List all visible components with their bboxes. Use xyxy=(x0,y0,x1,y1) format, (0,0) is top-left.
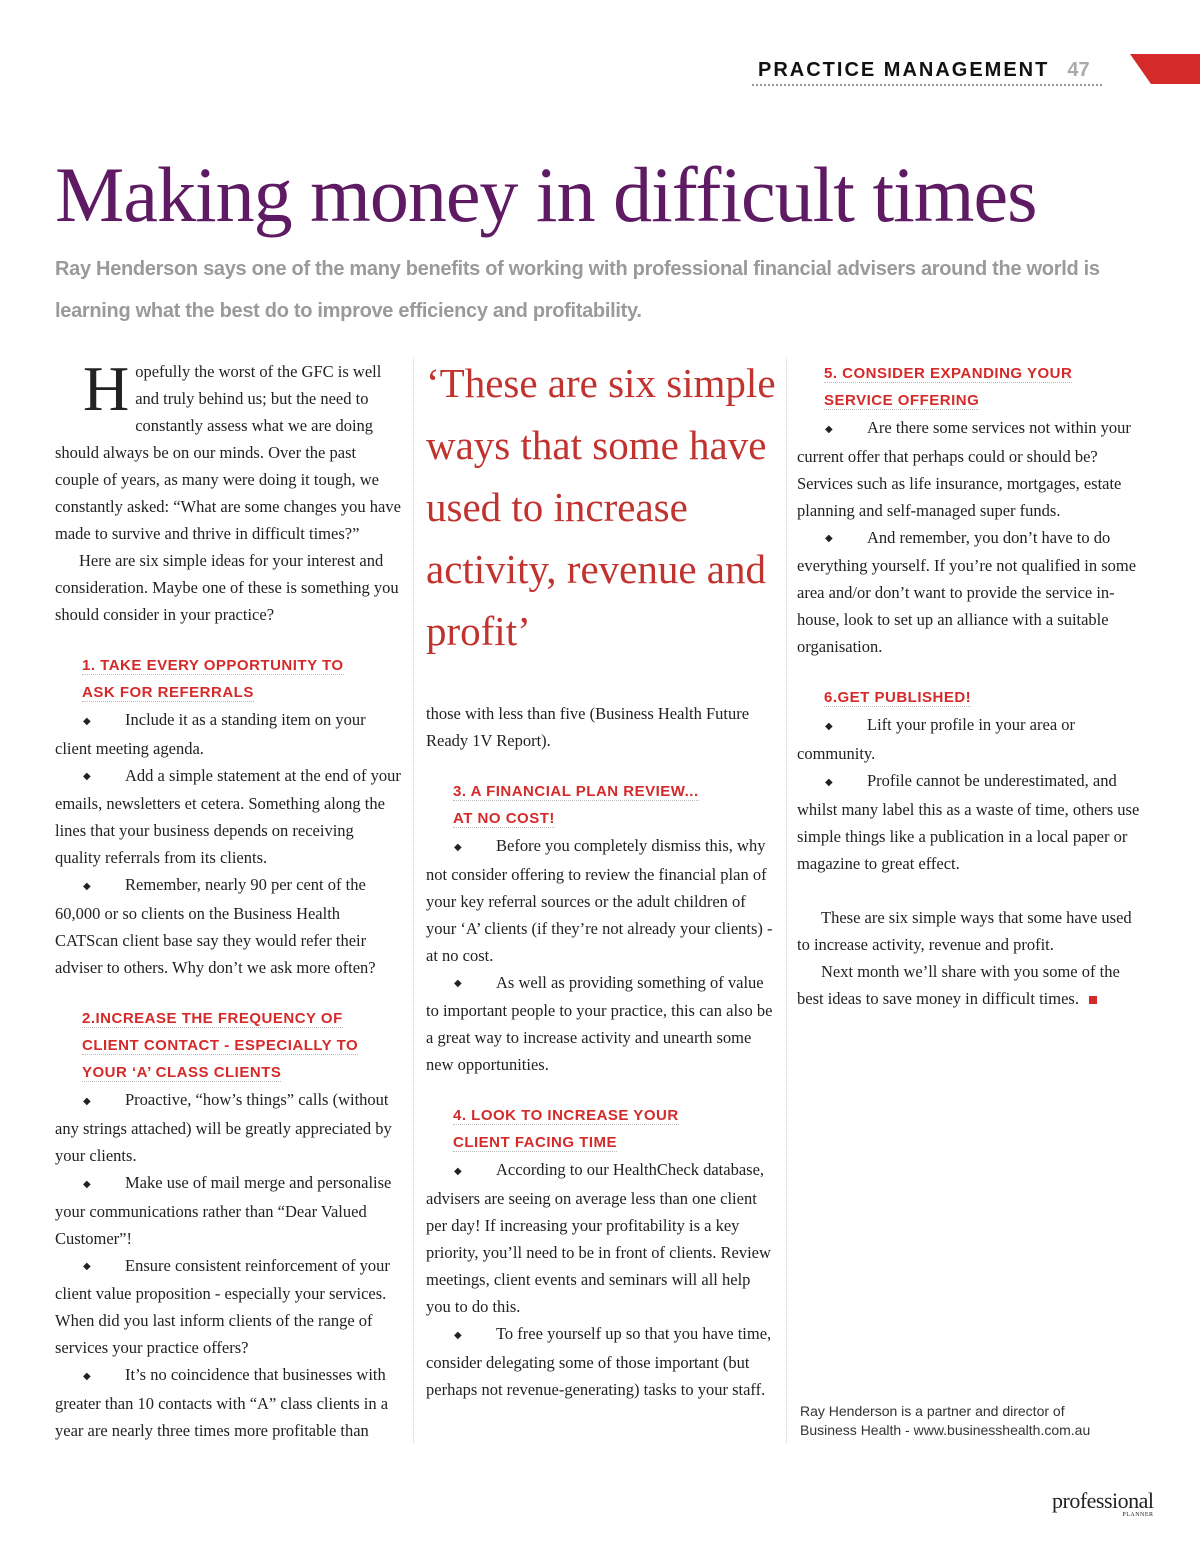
article-deck: Ray Henderson says one of the many benefits of working with professional financial advisers around the world is learning what the best do to improve efficiency and profitability. xyxy=(55,258,1100,322)
drop-cap: H xyxy=(83,353,130,424)
article-title: Making money in difficult times xyxy=(55,151,1037,238)
bullet-icon: ◆ xyxy=(454,841,462,853)
bullet-item: ◆ Add a simple statement at the end of your emails, newsletters et cetera. Something along the lines that your business depends on receiving quality referrals from its clients. xyxy=(55,762,403,872)
bullet-icon: ◆ xyxy=(83,715,91,727)
bullet-item: ◆ Profile cannot be underestimated, and whilst many label this as a waste of time, others use simple things like a publication in a local paper or magazine to great effect. xyxy=(797,767,1145,877)
subheading: 3. A FINANCIAL PLAN REVIEW... AT NO COST! xyxy=(453,783,699,827)
bullet-item: ◆ Make use of mail merge and personalise your communications rather than “Dear Valued Customer”! xyxy=(55,1169,403,1252)
subheading: 4. LOOK TO INCREASE YOUR CLIENT FACING TIME xyxy=(453,1107,679,1152)
bullet-icon: ◆ xyxy=(83,881,91,893)
section-title: PRACTICE MANAGEMENT xyxy=(758,59,1050,81)
column-2 xyxy=(426,352,778,1403)
bullet-item: ◆ It’s no coincidence that businesses with greater than 10 contacts with “A” class clients in a year are nearly three times more profitable than xyxy=(55,1361,403,1444)
section-header xyxy=(752,58,1102,86)
subheading: 5. CONSIDER EXPANDING YOUR SERVICE OFFERING xyxy=(824,365,1073,409)
paragraph: Here are six simple ideas for your interest and consideration. Maybe one of these is something you should consider in your practice? xyxy=(55,551,399,624)
bullet-item: ◆ Are there some services not within your current offer that perhaps could or should be? Services such as life insurance, mortgages, estate planning and self-managed super funds. xyxy=(797,414,1145,524)
bullet-icon: ◆ xyxy=(825,776,833,788)
bullet-item: ◆ Proactive, “how’s things” calls (without any strings attached) will be greatly appreciated by your clients. xyxy=(55,1086,403,1169)
bullet-icon: ◆ xyxy=(825,423,833,435)
bullet-item: ◆ Remember, nearly 90 per cent of the 60,000 or so clients on the Business Health CATScan client base say they would refer their adviser to others. Why don’t we ask more often? xyxy=(55,871,403,981)
paragraph: those with less than five (Business Health Future Ready 1V Report). xyxy=(426,704,750,750)
subheading: 6.GET PUBLISHED! xyxy=(824,689,972,707)
paragraph: These are six simple ways that some have used to increase activity, revenue and profit. xyxy=(797,907,1132,954)
page-number: 47 xyxy=(1067,59,1090,81)
pull-quote: ‘These are six simple ways that some have used to increase activity, revenue and profit’ xyxy=(426,360,776,654)
bullet-item: ◆ To free yourself up so that you have time, consider delegating some of those important (but perhaps not revenue-generating) tasks to your staff. xyxy=(426,1320,778,1403)
bullet-item: ◆ Lift your profile in your area or community. xyxy=(797,711,1145,767)
bullet-icon: ◆ xyxy=(83,1178,91,1190)
subheading: 1. TAKE EVERY OPPORTUNITY TO ASK FOR REFERRALS xyxy=(82,657,344,701)
publication-logo: professional PLANNER xyxy=(1052,1488,1154,1518)
red-tab-decoration xyxy=(1130,54,1200,84)
column-1 xyxy=(55,353,403,1444)
bullet-icon: ◆ xyxy=(454,1166,462,1178)
author-byline: Ray Henderson is a partner and director of Business Health - www.businesshealth.com.au xyxy=(800,1403,1091,1438)
bullet-icon: ◆ xyxy=(83,1261,91,1273)
bullet-icon: ◆ xyxy=(454,1329,462,1341)
bullet-icon: ◆ xyxy=(825,721,833,733)
bullet-item: ◆ According to our HealthCheck database, advisers are seeing on average less than one client per day! If increasing your profitability is a key priority, you’ll need to be in front of clients. Review meetings, client events and seminars will all help you to do this. xyxy=(426,1156,778,1320)
bullet-icon: ◆ xyxy=(83,1095,91,1107)
bullet-icon: ◆ xyxy=(454,978,462,990)
column-3 xyxy=(797,360,1145,1012)
bullet-icon: ◆ xyxy=(83,771,91,783)
bullet-item: ◆ And remember, you don’t have to do everything yourself. If you’re not qualified in some area and/or don’t want to provide the service in-house, look to set up an alliance with a suitable organisation. xyxy=(797,524,1145,661)
subheading: 2.INCREASE THE FREQUENCY OF CLIENT CONTACT - ESPECIALLY TO YOUR ‘A’ CLASS CLIENTS xyxy=(82,1010,359,1082)
bullet-item: ◆ As well as providing something of value to important people to your practice, this can also be a great way to increase activity and unearth some new opportunities. xyxy=(426,969,778,1079)
bullet-item: ◆ Ensure consistent reinforcement of your client value proposition - especially your services. When did you last inform clients of the range of services your practice offers? xyxy=(55,1252,403,1362)
column-divider xyxy=(413,358,414,1443)
intro-paragraph: opefully the worst of the GFC is well and truly behind us; but the need to constantly assess what we are doing should always be on our minds. Over the past couple of years, as many were doing it tough, we constantly asked: “What are some changes you have made to survive and thrive in difficult times?” xyxy=(55,362,401,543)
end-mark-icon xyxy=(1089,996,1097,1004)
paragraph: Next month we’ll share with you some of the best ideas to save money in difficult times. xyxy=(797,961,1120,1008)
column-divider xyxy=(786,358,787,1443)
bullet-icon: ◆ xyxy=(825,533,833,545)
bullet-item: ◆ Include it as a standing item on your client meeting agenda. xyxy=(55,706,403,762)
bullet-icon: ◆ xyxy=(83,1371,91,1383)
bullet-item: ◆ Before you completely dismiss this, why not consider offering to review the financial plan of your key referral sources or the adult children of your ‘A’ clients (if they’re not already your clients) - at no cost. xyxy=(426,832,778,969)
